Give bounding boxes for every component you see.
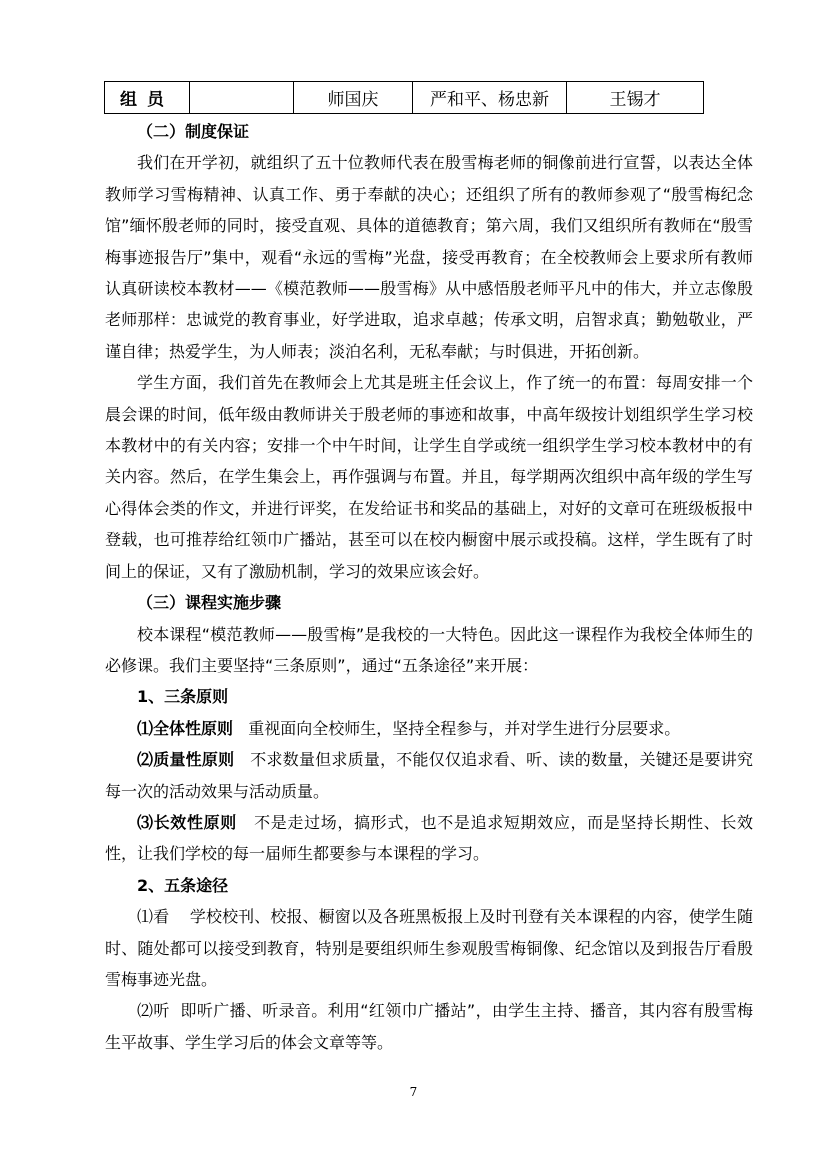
principle-item [105, 713, 753, 744]
route-text: 即听广播、听录音。利用“红领巾广播站”，由学生主持、播音，其内容有殷雪梅生平故事、学生学习后的体会文章等等。 [105, 1001, 753, 1052]
paragraph: 校本课程“模范教师——殷雪梅”是我校的一大特色。因此这一课程作为我校全体师生的必修课。我们主要坚持“三条原则”，通过“五条途径”来开展： [105, 624, 753, 675]
table-cell-empty [190, 82, 294, 114]
document-body [105, 116, 753, 1058]
principle-label: ⑴全体性原则 [137, 718, 234, 738]
principle-label: ⑶长效性原则 [137, 812, 237, 832]
principle-text: 重视面向全校师生，坚持全程参与，并对学生进行分层要求。 [248, 718, 681, 738]
staff-table [104, 81, 704, 114]
principle-item [105, 744, 753, 807]
table-cell-role: 组员 [105, 82, 190, 114]
page-number: 7 [409, 1085, 418, 1099]
route-label: ⑵听 [137, 1001, 170, 1021]
principle-label: ⑵质量性原则 [137, 750, 235, 770]
paragraph: 学生方面，我们首先在教师会上尤其是班主任会议上，作了统一的布置：每周安排一个晨会课的时间，低年级由教师讲关于殷老师的事迹和故事，中高年级按计划组织学生学习校本教材中的有关内容；安排一个中午时间，让学生自学或统一组织学生学习校本教材中的有关内容。然后，在学生集会上，再作强调与布置。并且，每学期两次组织中高年级的学生写心得体会类的作文，并进行评奖，在发给证书和奖品的基础上，对好的文章可在班级板报中登载，也可推荐给红领巾广播站，甚至可以在校内橱窗中展示或投稿。这样，学生既有了时间上的保证，又有了激励机制，学习的效果应该会好。 [105, 373, 753, 581]
table-cell-name: 王锡才 [567, 82, 704, 114]
table-row [105, 82, 704, 114]
route-item [105, 995, 753, 1058]
principle-item [105, 807, 753, 870]
table-cell-name: 师国庆 [294, 82, 413, 114]
section-heading: （三）课程实施步骤 [137, 593, 282, 613]
route-label: ⑴看 [137, 907, 170, 927]
subsection-heading: 2、五条途径 [137, 875, 229, 895]
route-text: 学校校刊、校报、橱窗以及各班黑板报上及时刊登有关本课程的内容，使学生随时、随处都可以接受到教育，特别是要组织师生参观殷雪梅铜像、纪念馆以及到报告厅看殷雪梅事迹光盘。 [105, 907, 753, 989]
principle-text: 不求数量但求质量，不能仅仅追求看、听、读的数量，关键还是要讲究每一次的活动效果与活动质量。 [105, 750, 753, 801]
principle-text: 不是走过场，搞形式，也不是追求短期效应，而是坚持长期性、长效性，让我们学校的每一届师生都要参与本课程的学习。 [105, 812, 753, 864]
paragraph: 我们在开学初，就组织了五十位教师代表在殷雪梅老师的铜像前进行宣誓，以表达全体教师学习雪梅精神、认真工作、勇于奉献的决心；还组织了所有的教师参观了“殷雪梅纪念馆”缅怀殷老师的同时，接受直观、具体的道德教育；第六周，我们又组织所有教师在“殷雪梅事迹报告厅”集中，观看“永远的雪梅”光盘，接受再教育；在全校教师会上要求所有教师认真研读校本教材——《模范教师——殷雪梅》从中感悟殷老师平凡中的伟大，并立志像殷老师那样：忠诚党的教育事业，好学进取，追求卓越；传承文明，启智求真；勤勉敬业，严谨自律；热爱学生，为人师表；淡泊名利，无私奉献；与时俱进，开拓创新。 [105, 153, 753, 361]
route-item [105, 901, 753, 995]
section-heading: （二）制度保证 [137, 122, 250, 141]
table-cell-name: 严和平、杨忠新 [413, 82, 567, 114]
subsection-heading: 1、三条原则 [137, 687, 229, 707]
